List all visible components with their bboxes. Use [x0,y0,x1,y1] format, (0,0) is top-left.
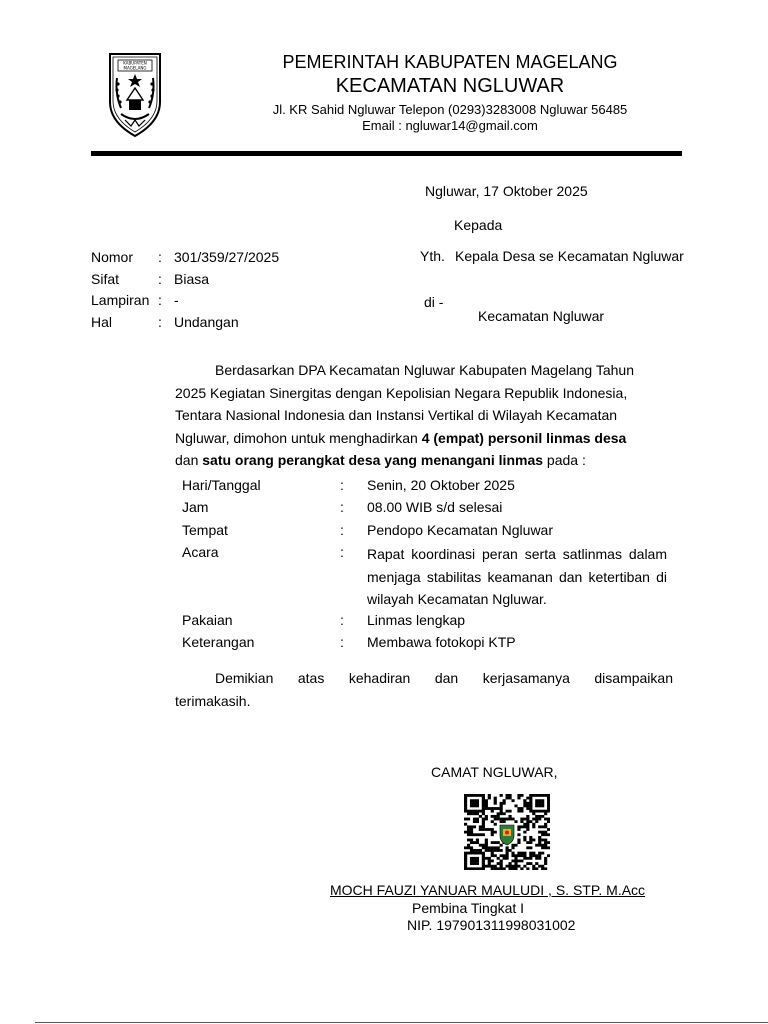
meta-colon: : [158,314,162,330]
closing-line: Demikian atas kehadiran dan kerjasamanya disampaikan [215,670,673,686]
letterhead-divider [91,151,682,156]
detail-label-hari: Hari/Tanggal [182,477,261,493]
recipient-place: Kecamatan Ngluwar [478,308,605,324]
svg-text:KABUPATEN: KABUPATEN [123,60,147,66]
kabupaten-magelang-logo [107,52,163,138]
detail-value-keterangan: Membawa fotokopi KTP [367,634,516,650]
letter-date: Ngluwar, 17 Oktober 2025 [425,183,588,199]
recipient-name: Kepala Desa se Kecamatan Ngluwar [455,248,684,264]
detail-value-jam: 08.00 WIB s/d selesai [367,499,503,515]
body-line: Berdasarkan DPA Kecamatan Ngluwar Kabupaten Magelang Tahun [215,362,634,378]
meta-colon: : [158,292,162,308]
body-line: dan satu orang perangkat desa yang menangani linmas pada : [175,452,586,468]
yth-label: Yth. [420,248,445,264]
svg-text:MAGELANG: MAGELANG [123,65,147,71]
meta-value-lampiran: - [174,292,179,308]
body-line: Ngluwar, dimohon untuk menghadirkan 4 (empat) personil linmas desa [175,429,627,446]
meta-value-hal: Undangan [174,314,239,330]
meta-label-lampiran: Lampiran [91,292,150,308]
signatory-title: CAMAT NGLUWAR, [431,764,558,780]
meta-value-nomor: 301/359/27/2025 [174,249,280,265]
body-paragraph [175,359,673,472]
di-label: di - [424,294,444,310]
signatory-name: MOCH FAUZI YANUAR MAULUDI , S. STP. M.Acc [330,882,646,898]
detail-label-jam: Jam [182,499,209,515]
detail-value-hari: Senin, 20 Oktober 2025 [367,477,515,493]
body-line: Tentara Nasional Indonesia dan Instansi Vertikal di Wilayah Kecamatan [175,407,618,423]
body-line: 2025 Kegiatan Sinergitas dengan Kepolisian Negara Republik Indonesia, [175,384,628,401]
email-line: Email : ngluwar14@gmail.com [362,118,538,133]
detail-label-pakaian: Pakaian [182,612,233,628]
kepada-label: Kepada [454,217,503,233]
meta-label-hal: Hal [91,314,113,330]
closing-thanks: terimakasih. [175,693,251,709]
signatory-nip: NIP. 197901311998031002 [407,917,576,933]
government-title: PEMERINTAH KABUPATEN MAGELANG [282,52,618,72]
detail-colon: : [340,499,344,515]
meta-label-nomor: Nomor [91,249,134,265]
qr-code-signature [464,794,550,870]
address-line: Jl. KR Sahid Ngluwar Telepon (0293)3283008 Ngluwar 56485 [272,102,628,117]
page-bottom-rule [35,1022,768,1023]
meta-label-sifat: Sifat [91,271,120,287]
detail-value-pakaian: Linmas lengkap [367,612,466,628]
detail-colon: : [340,544,344,560]
detail-value-acara: Rapat koordinasi peran serta satlinmas dalam menjaga stabilitas keamanan dan ketertiban di wilayah Kecamatan Ngluwar. [367,546,667,607]
district-title: KECAMATAN NGLUWAR [335,75,565,97]
detail-colon: : [340,634,344,650]
meta-colon: : [158,249,162,265]
detail-label-acara: Acara [182,544,219,560]
detail-colon: : [340,522,344,538]
detail-label-keterangan: Keterangan [182,634,255,650]
signatory-rank: Pembina Tingkat I [412,900,525,916]
meta-colon: : [158,271,162,287]
detail-colon: : [340,477,344,493]
detail-colon: : [340,612,344,628]
detail-label-tempat: Tempat [182,522,228,538]
detail-value-tempat: Pendopo Kecamatan Ngluwar [367,522,554,538]
meta-value-sifat: Biasa [174,271,210,287]
